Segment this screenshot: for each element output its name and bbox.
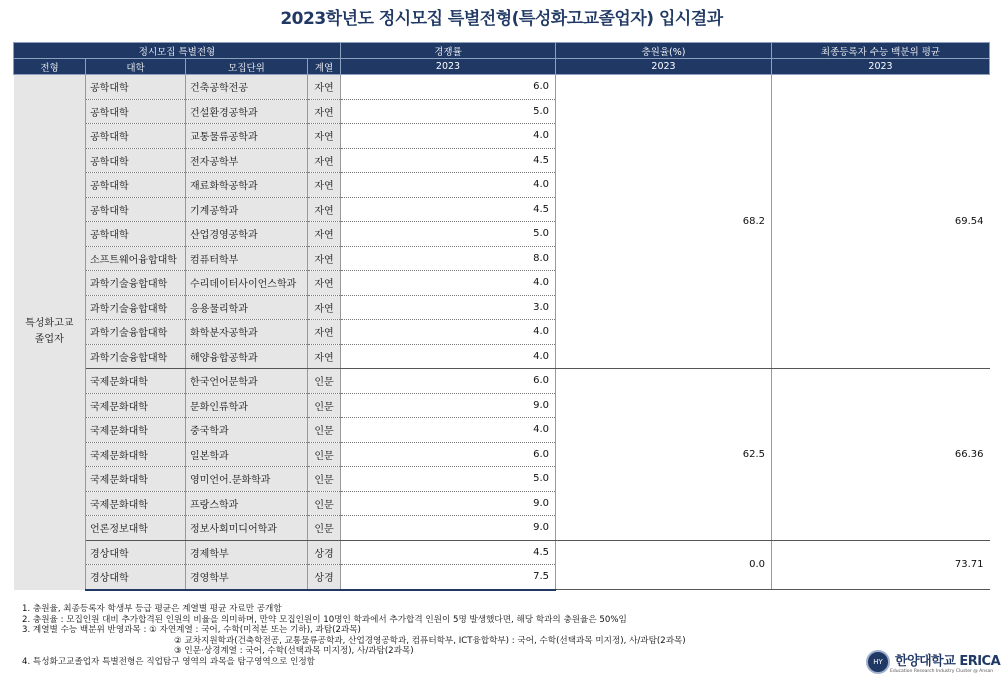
competition-rate-cell: 4.5 xyxy=(341,148,556,173)
competition-rate-cell: 9.0 xyxy=(341,491,556,516)
track-cell: 자연 xyxy=(308,344,341,369)
track-cell: 자연 xyxy=(308,148,341,173)
college-cell: 국제문화대학 xyxy=(86,467,186,492)
college-cell: 소프트웨어융합대학 xyxy=(86,246,186,271)
table-body xyxy=(14,75,990,590)
college-cell: 국제문화대학 xyxy=(86,393,186,418)
table-row xyxy=(14,75,990,100)
unit-cell: 화학분자공학과 xyxy=(186,320,308,345)
note-4: 4. 특성화고교졸업자 특별전형은 직업탐구 영역의 과목을 탐구영역으로 인정함 xyxy=(22,656,315,667)
unit-cell: 건설환경공학과 xyxy=(186,99,308,124)
unit-cell: 건축공학전공 xyxy=(186,75,308,100)
track-cell: 인문 xyxy=(308,442,341,467)
competition-rate-cell: 4.0 xyxy=(341,418,556,443)
unit-cell: 수리데이터사이언스학과 xyxy=(186,271,308,296)
unit-cell: 경영학부 xyxy=(186,565,308,590)
unit-cell: 응용물리학과 xyxy=(186,295,308,320)
college-cell: 과학기술융합대학 xyxy=(86,344,186,369)
track-cell: 인문 xyxy=(308,516,341,541)
header-year-fill-rate: 2023 xyxy=(556,59,772,75)
college-cell: 과학기술융합대학 xyxy=(86,320,186,345)
track-cell: 상경 xyxy=(308,540,341,565)
university-tagline: Education Research Industry Cluster @ Ansan xyxy=(890,669,994,674)
college-cell: 국제문화대학 xyxy=(86,442,186,467)
header-score: 최종등록자 수능 백분위 평균 xyxy=(772,43,990,59)
track-cell: 자연 xyxy=(308,197,341,222)
competition-rate-cell: 6.0 xyxy=(341,369,556,394)
unit-cell: 재료화학공학과 xyxy=(186,173,308,198)
unit-cell: 일본학과 xyxy=(186,442,308,467)
competition-rate-cell: 9.0 xyxy=(341,516,556,541)
college-cell: 국제문화대학 xyxy=(86,491,186,516)
track-cell: 상경 xyxy=(308,565,341,590)
competition-rate-cell: 6.0 xyxy=(341,442,556,467)
unit-cell: 정보사회미디어학과 xyxy=(186,516,308,541)
college-cell: 공학대학 xyxy=(86,197,186,222)
header-year-score: 2023 xyxy=(772,59,990,75)
college-cell: 경상대학 xyxy=(86,540,186,565)
competition-rate-cell: 5.0 xyxy=(341,467,556,492)
track-cell: 자연 xyxy=(308,271,341,296)
note-3: 3. 계열별 수능 백분위 반영과목 : ① 자연계열 : 국어, 수학(미적분 또는 기하), 과탐(2과목) xyxy=(22,625,361,636)
track-cell: 자연 xyxy=(308,222,341,247)
unit-cell: 교통물류공학과 xyxy=(186,124,308,149)
track-cell: 인문 xyxy=(308,491,341,516)
track-cell: 인문 xyxy=(308,393,341,418)
jeonhyeong-cell xyxy=(14,75,86,590)
college-cell: 과학기술융합대학 xyxy=(86,295,186,320)
header-unit: 모집단위 xyxy=(186,59,308,75)
score-avg-cell: 66.36 xyxy=(772,369,990,541)
competition-rate-cell: 8.0 xyxy=(341,246,556,271)
note-3-2: ② 교차지원학과(건축학전공, 교통물류공학과, 산업경영공학과, 컴퓨터학부, ICT융합학부) : 국어, 수학(선택과목 미지정), 사/과탐(2과목) xyxy=(174,635,686,646)
track-cell: 인문 xyxy=(308,467,341,492)
track-cell: 자연 xyxy=(308,75,341,100)
college-cell: 공학대학 xyxy=(86,173,186,198)
competition-rate-cell: 4.0 xyxy=(341,124,556,149)
header-group: 정시모집 특별전형 xyxy=(14,43,341,59)
competition-rate-cell: 4.0 xyxy=(341,320,556,345)
college-cell: 공학대학 xyxy=(86,124,186,149)
college-cell: 경상대학 xyxy=(86,565,186,590)
track-cell: 자연 xyxy=(308,124,341,149)
jeonhyeong-label: 특성화고교 졸업자 xyxy=(25,318,74,346)
competition-rate-cell: 4.0 xyxy=(341,344,556,369)
competition-rate-cell: 7.5 xyxy=(341,565,556,590)
unit-cell: 산업경영공학과 xyxy=(186,222,308,247)
university-logo xyxy=(866,650,1000,674)
note-3-3: ③ 인문·상경계열 : 국어, 수학(선택과목 미지정), 사/과탐(2과목) xyxy=(174,646,414,657)
competition-rate-cell: 5.0 xyxy=(341,222,556,247)
track-cell: 인문 xyxy=(308,369,341,394)
header-competition: 경쟁률 xyxy=(341,43,556,59)
college-cell: 공학대학 xyxy=(86,222,186,247)
track-cell: 자연 xyxy=(308,99,341,124)
score-avg-cell: 73.71 xyxy=(772,540,990,590)
unit-cell: 프랑스학과 xyxy=(186,491,308,516)
competition-rate-cell: 9.0 xyxy=(341,393,556,418)
header-year-competition: 2023 xyxy=(341,59,556,75)
college-cell: 국제문화대학 xyxy=(86,369,186,394)
competition-rate-cell: 4.0 xyxy=(341,173,556,198)
competition-rate-cell: 5.0 xyxy=(341,99,556,124)
college-cell: 공학대학 xyxy=(86,75,186,100)
university-name: 한양대학교 ERICA xyxy=(895,654,1001,669)
header-fill-rate: 충원율(%) xyxy=(556,43,772,59)
track-cell: 자연 xyxy=(308,246,341,271)
page-title: 2023학년도 정시모집 특별전형(특성화고교졸업자) 입시결과 xyxy=(280,9,723,29)
university-seal-icon: HY xyxy=(866,650,890,674)
competition-rate-cell: 6.0 xyxy=(341,75,556,100)
fill-rate-cell: 62.5 xyxy=(556,369,772,541)
fill-rate-cell: 68.2 xyxy=(556,75,772,369)
track-cell: 자연 xyxy=(308,320,341,345)
unit-cell: 기계공학과 xyxy=(186,197,308,222)
footnotes xyxy=(22,604,686,668)
unit-cell: 문화인류학과 xyxy=(186,393,308,418)
unit-cell: 컴퓨터학부 xyxy=(186,246,308,271)
track-cell: 자연 xyxy=(308,173,341,198)
competition-rate-cell: 3.0 xyxy=(341,295,556,320)
track-cell: 자연 xyxy=(308,295,341,320)
table-row xyxy=(14,369,990,394)
competition-rate-cell: 4.0 xyxy=(341,271,556,296)
college-cell: 과학기술융합대학 xyxy=(86,271,186,296)
fill-rate-cell: 0.0 xyxy=(556,540,772,590)
unit-cell: 영미언어.문화학과 xyxy=(186,467,308,492)
results-table xyxy=(13,42,990,591)
college-cell: 국제문화대학 xyxy=(86,418,186,443)
header-college: 대학 xyxy=(86,59,186,75)
track-cell: 인문 xyxy=(308,418,341,443)
unit-cell: 중국학과 xyxy=(186,418,308,443)
note-1: 1. 충원율, 최종등록자 학생부 등급 평균은 계열별 평균 자료만 공개함 xyxy=(22,604,282,614)
college-cell: 언론정보대학 xyxy=(86,516,186,541)
header-jeonhyeong: 전형 xyxy=(14,59,86,75)
table-row xyxy=(14,540,990,565)
unit-cell: 한국언어문학과 xyxy=(186,369,308,394)
competition-rate-cell: 4.5 xyxy=(341,197,556,222)
unit-cell: 전자공학부 xyxy=(186,148,308,173)
competition-rate-cell: 4.5 xyxy=(341,540,556,565)
note-2: 2. 충원율 : 모집인원 대비 추가합격된 인원의 비율을 의미하며, 만약 모집인원이 10명인 학과에서 추가합격 인원이 5명 발생했다면, 해당 학과의 충원율은 50%임 xyxy=(22,614,627,625)
header-track: 계열 xyxy=(308,59,341,75)
score-avg-cell: 69.54 xyxy=(772,75,990,369)
college-cell: 공학대학 xyxy=(86,148,186,173)
unit-cell: 경제학부 xyxy=(186,540,308,565)
college-cell: 공학대학 xyxy=(86,99,186,124)
unit-cell: 해양융합공학과 xyxy=(186,344,308,369)
